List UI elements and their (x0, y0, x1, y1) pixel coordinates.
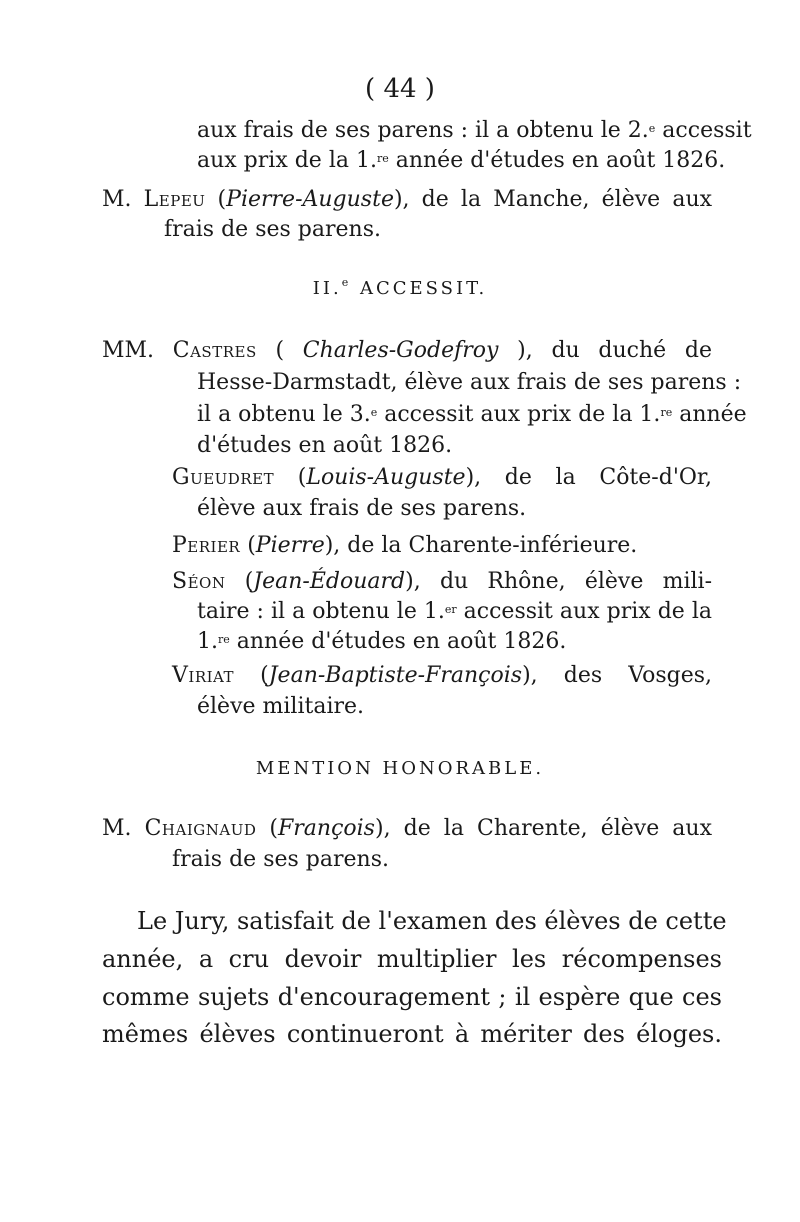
entry-perier: Perier (Pierre), de la Charente-inférieure. (172, 533, 638, 558)
closing-line: mêmes élèves continueront à mériter des éloges. (102, 1020, 722, 1048)
text-line: d'études en août 1826. (197, 433, 453, 458)
page-number: ( 44 ) (365, 74, 435, 104)
entry-seon: Séon (Jean-Édouard), du Rhône, élève mili- (172, 569, 713, 594)
closing-line: Le Jury, satisfait de l'examen des élèves de cette (137, 907, 727, 935)
text-line: aux prix de la 1.$^{re}$ année d'études en août 1826. (197, 148, 726, 173)
entry-lepeu: M. Lepeu (Pierre-Auguste), de la Manche, élève aux (102, 187, 713, 212)
closing-line: comme sujets d'encouragement ; il espère que ces (102, 983, 722, 1011)
text-line: il a obtenu le 3.$^e$ accessit aux prix de la 1.$^{re}$ année (197, 402, 747, 427)
text-line: frais de ses parens. (172, 847, 389, 872)
text-line: 1.$^{re}$ année d'études en août 1826. (197, 629, 567, 654)
section-heading: MENTION HONORABLE. (255, 758, 545, 779)
student-name: Lepeu (143, 187, 206, 212)
text-line: aux frais de ses parens : il a obtenu le 2.$^e$ accessit (197, 118, 752, 143)
text-line: Hesse-Darmstadt, élève aux frais de ses parens : (197, 370, 742, 395)
entry-castres: MM. Castres ( Charles-Godefroy ), du duché de (102, 338, 712, 363)
text-line: élève militaire. (197, 694, 365, 719)
section-heading: II.$^e$ ACCESSIT. (312, 276, 488, 299)
entry-viriat: Viriat (Jean-Baptiste-François), des Vosges, (172, 663, 712, 688)
entry-chaignaud: M. Chaignaud (François), de la Charente, élève aux (102, 816, 712, 841)
text-line: taire : il a obtenu le 1.$^{er}$ accessit aux prix de la (197, 599, 712, 624)
closing-line: année, a cru devoir multiplier les récompenses (102, 945, 722, 973)
text-line: frais de ses parens. (164, 217, 381, 242)
entry-gueudret: Gueudret (Louis-Auguste), de la Côte-d'Or, (172, 465, 712, 490)
text-line: élève aux frais de ses parens. (197, 496, 527, 521)
